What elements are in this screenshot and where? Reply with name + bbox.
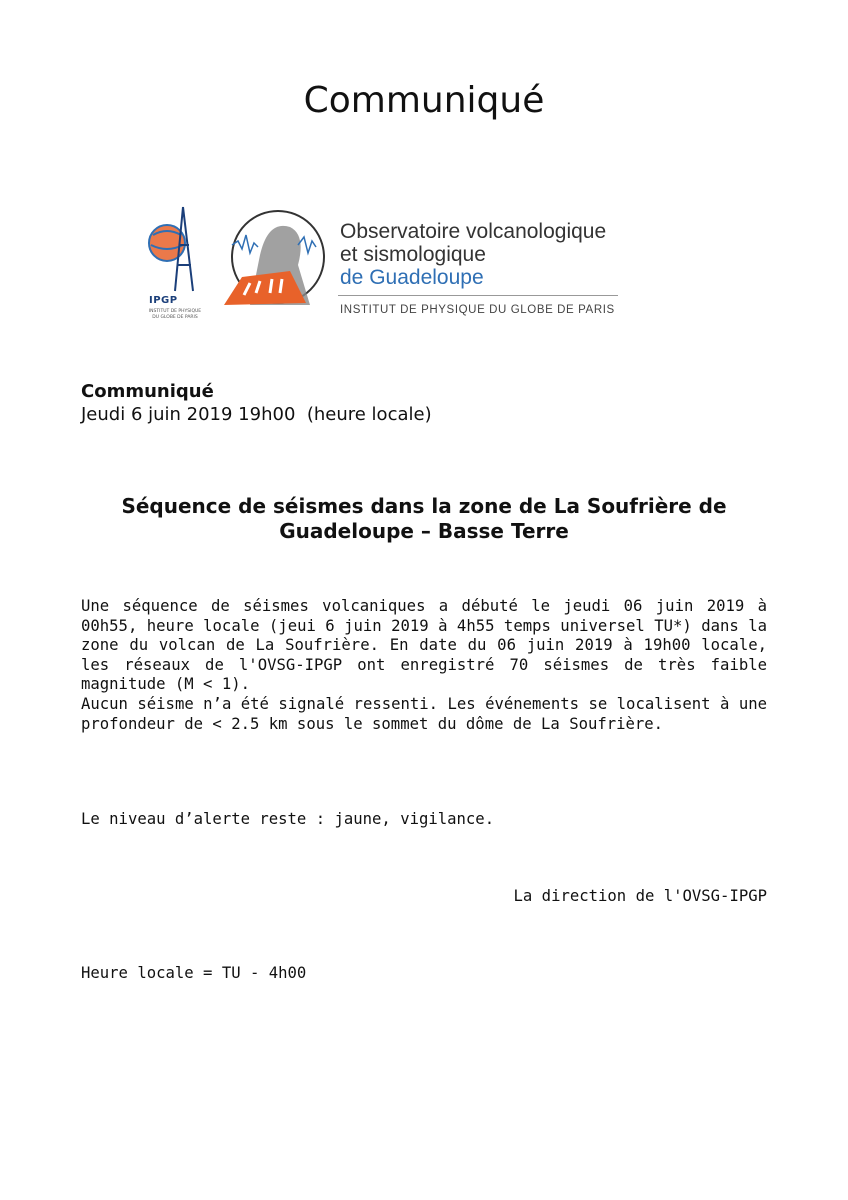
ovsg-volcano-observatory-icon (220, 205, 330, 320)
headline: Séquence de séismes dans la zone de La Soufrière de Guadeloupe – Basse Terre (121, 494, 727, 543)
communique-header (81, 380, 432, 426)
ovsg-ipgp-logo (145, 205, 625, 330)
ipgp-logo (145, 205, 205, 330)
header-title: Communiqué (81, 381, 214, 402)
logo-divider (338, 295, 618, 296)
page-title: Communiqué (303, 80, 545, 121)
ipgp-label: IPGP (149, 295, 178, 306)
logo-line-3: de Guadeloupe (340, 266, 484, 289)
signature: La direction de l'OVSG-IPGP (513, 887, 767, 905)
footnote: Heure locale = TU - 4h00 (81, 964, 307, 982)
logo-institute: INSTITUT DE PHYSIQUE DU GLOBE DE PARIS (340, 304, 615, 316)
body-text (81, 597, 767, 734)
ipgp-subtitle: INSTITUT DE PHYSIQUE DU GLOBE DE PARIS (148, 309, 202, 320)
body-paragraph-1: Une séquence de séismes volcaniques a débuté le jeudi 06 juin 2019 à 00h55, heure locale (jeui 6 juin 2019 à 4h55 temps universel TU*) dans la zone du volcan de La Soufrière. En date du 06 juin 2019 à 19h00 locale, les réseaux de l'OVSG-IPGP ont enregistré 70 séismes de très faible magnitude (M < 1). (81, 597, 767, 694)
alert-level: Le niveau d’alerte reste : jaune, vigilance. (81, 810, 495, 828)
header-date: Jeudi 6 juin 2019 19h00 (heure locale) (81, 404, 432, 425)
logo-line-1: Observatoire volcanologique (340, 220, 607, 243)
ipgp-tower-globe-icon (145, 205, 205, 295)
body-paragraph-2: Aucun séisme n’a été signalé ressenti. Les événements se localisent à une profondeur de < 2.5 km sous le sommet du dôme de La Soufrière. (81, 694, 767, 733)
logo-line-2: et sismologique (340, 243, 486, 266)
